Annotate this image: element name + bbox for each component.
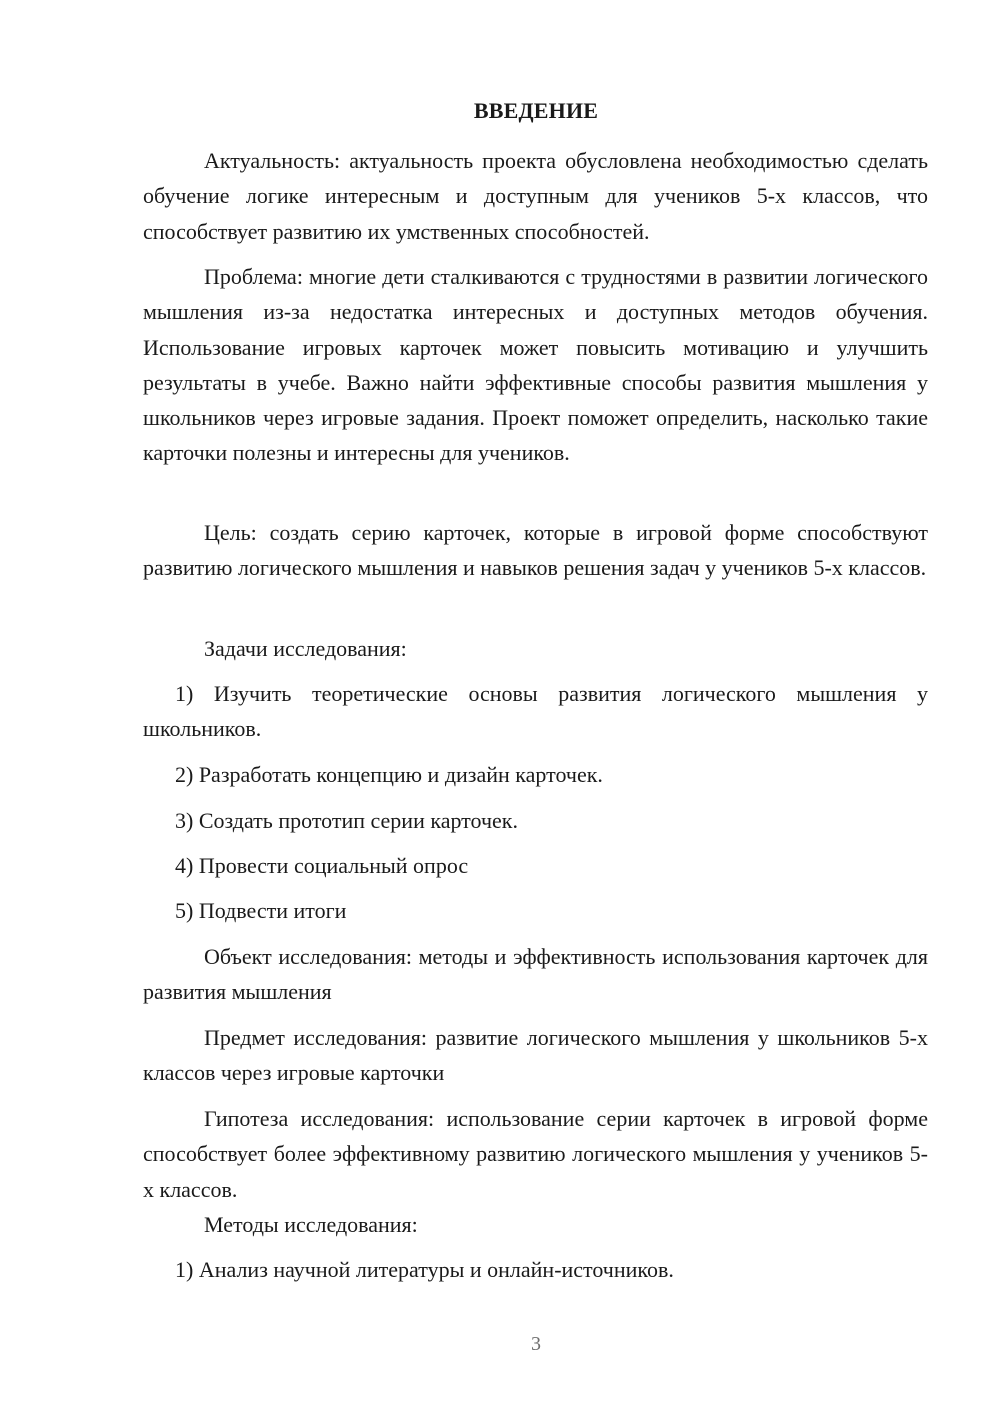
hypothesis-paragraph: Гипотеза исследования: использование серии карточек в игровой форме способствует более эффективному развитию логического мышления у учеников 5-х классов.	[143, 1106, 928, 1202]
subject-paragraph: Предмет исследования: развитие логического мышления у школьников 5-х классов через игровые карточки	[143, 1025, 928, 1086]
methods-heading: Методы исследования:	[204, 1212, 418, 1237]
task-item-2: 2) Разработать концепцию и дизайн карточек.	[175, 762, 603, 787]
object-paragraph: Объект исследования: методы и эффективность использования карточек для развития мышления	[143, 944, 928, 1005]
page-title: ВВЕДЕНИЕ	[473, 98, 599, 123]
relevance-paragraph: Актуальность: актуальность проекта обусловлена необходимостью сделать обучение логике интересным и доступным для учеников 5-х классов, что способствует развитию их умственных способностей.	[143, 148, 928, 244]
page-number: 3	[531, 1333, 541, 1355]
task-item-1: 1) Изучить теоретические основы развития логического мышления у школьников.	[143, 681, 928, 742]
method-item-1: 1) Анализ научной литературы и онлайн-источников.	[175, 1257, 674, 1282]
task-item-4: 4) Провести социальный опрос	[175, 853, 469, 878]
tasks-heading: Задачи исследования:	[204, 636, 407, 661]
task-item-5: 5) Подвести итоги	[175, 898, 347, 923]
goal-paragraph: Цель: создать серию карточек, которые в игровой форме способствуют развитию логического мышления и навыков решения задач у учеников 5-х классов.	[143, 520, 928, 581]
problem-paragraph: Проблема: многие дети сталкиваются с трудностями в развитии логического мышления из-за недостатка интересных и доступных методов обучения. Использование игровых карточек может повысить мотивацию и улучшить результаты в учебе. Важно найти эффективные способы развития мышления у школьников через игровые задания. Проект поможет определить, насколько такие карточки полезны и интересны для учеников.	[143, 264, 928, 466]
task-item-3: 3) Создать прототип серии карточек.	[175, 808, 518, 833]
